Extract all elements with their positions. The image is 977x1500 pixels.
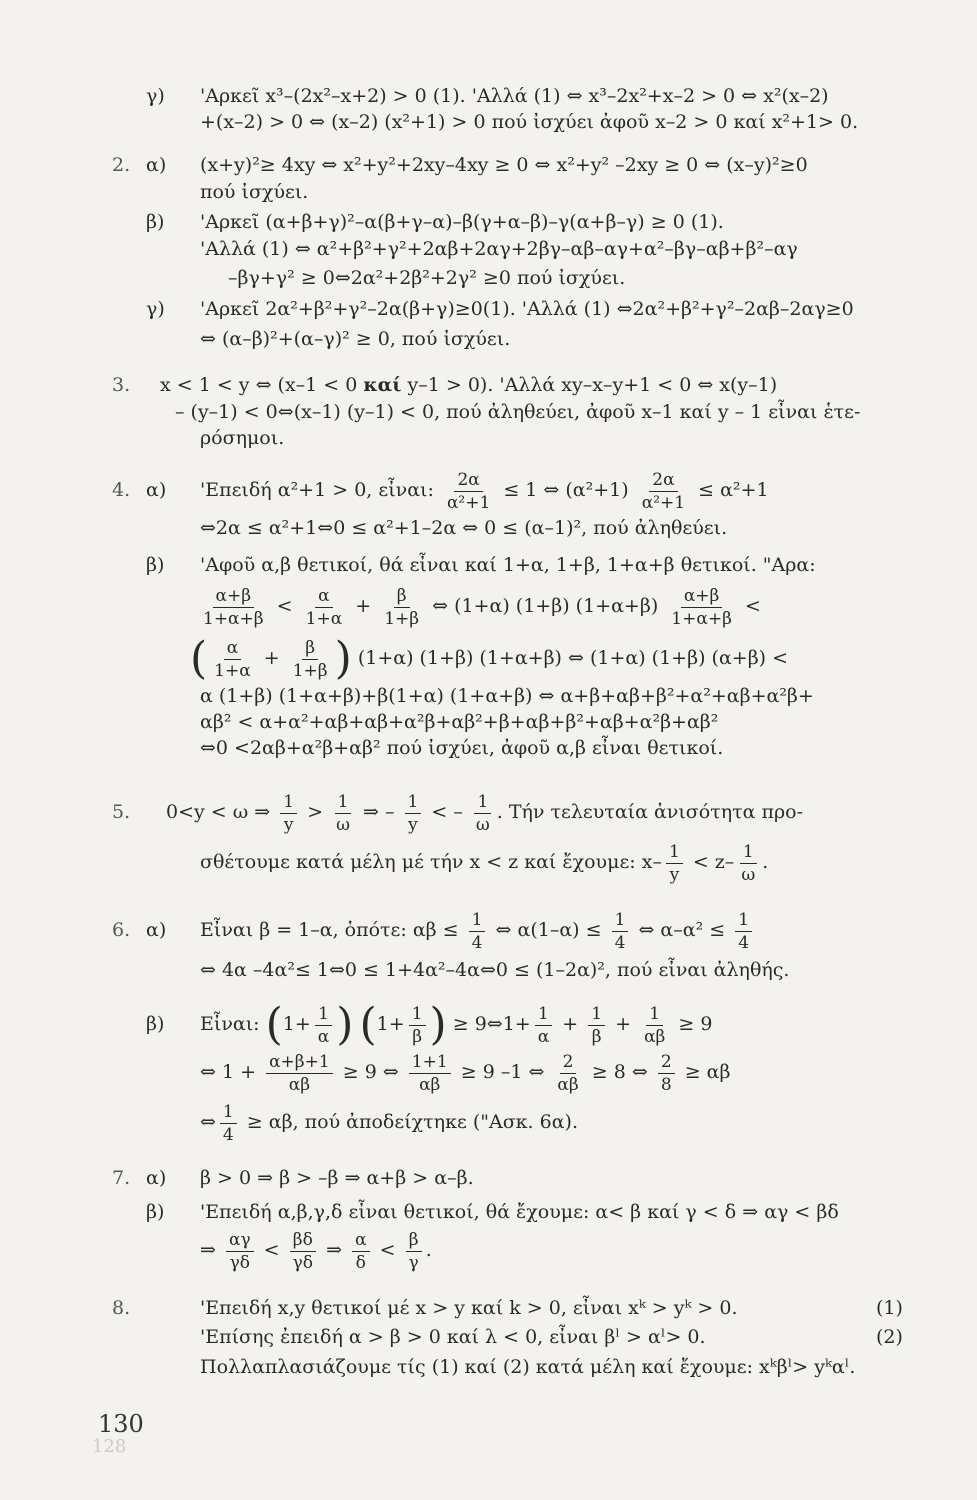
p6a-line-2: ⇔ 4α –4α²≤ 1⇔0 ≤ 1+4α²–4α⇔0 ≤ (1–2α)², πού εἶναι ἀληθής. bbox=[200, 959, 790, 981]
fraction: $\frac{1}{4}$ bbox=[220, 1102, 237, 1145]
p4b-line-2: $\frac{\alpha+\beta}{1+\alpha+\beta}$ < $\frac{\alpha}{1+\alpha}$ + $\frac{\beta}{1+\beta}$ ⇔ (1+α) (1+β) (1+α+β) $\frac{\alpha+\beta}{1+\alpha+\beta}$ < bbox=[196, 582, 761, 630]
p4b-line-1: 'Αφοῦ α,β θετικοί, θά εἶναι καί 1+α, 1+β, 1+α+β θετικοί. "Αρα: bbox=[200, 554, 816, 576]
p7b-line-2: ⇒ $\frac{\alpha\gamma}{\gamma\delta}$ < $\frac{\beta\delta}{\gamma\delta}$ ⇒ $\frac{\alpha}{\delta}$ < $\frac{\beta}{\gamma}$ . bbox=[200, 1229, 432, 1273]
p4-beta-label: β) bbox=[146, 554, 165, 576]
p3-line-2: – (y–1) < 0⇔(x–1) (y–1) < 0, πού ἀληθεύει, ἀφοῦ x–1 καί y – 1 εἶναι ἑτε- bbox=[175, 401, 861, 423]
fraction: $\frac{\beta\delta}{\gamma\delta}$ bbox=[290, 1230, 316, 1273]
fraction: $\frac{1}{4}$ bbox=[735, 910, 752, 953]
fraction: $\frac{1}{\omega}$ bbox=[741, 841, 756, 885]
fraction: $\frac{1}{\alpha}$ bbox=[315, 1004, 332, 1047]
p6-beta-label: β) bbox=[146, 1013, 165, 1035]
fraction: $\frac{\beta}{1+\beta}$ bbox=[292, 637, 328, 681]
p1-line-1: 'Αρκεῖ x³–(2x²–x+2) > 0 (1). 'Αλλά (1) ⇔ x³–2x²+x–2 > 0 ⇔ x²(x–2) bbox=[200, 85, 829, 107]
fraction: $\frac{2}{8}$ bbox=[658, 1052, 675, 1095]
p3-number: 3. bbox=[112, 374, 131, 396]
fraction: $\frac{\alpha+\beta}{1+\alpha+\beta}$ bbox=[671, 585, 732, 629]
p3-line-1: x < 1 < y ⇔ (x–1 < 0 καί y–1 > 0). 'Αλλά xy–x–y+1 < 0 ⇔ x(y–1) bbox=[160, 374, 778, 396]
p3-line-3: ρόσημοι. bbox=[200, 427, 285, 449]
fraction: $\frac{1}{y}$ bbox=[280, 792, 297, 835]
p8-number: 8. bbox=[112, 1297, 131, 1319]
bleed-through-page-number: 128 bbox=[92, 1436, 127, 1457]
p6b-line-3: ⇔ $\frac{1}{4}$ ≥ αβ, πού ἀποδείχτηκε ("Ασκ. 6α). bbox=[200, 1101, 578, 1145]
p4b-line-4: α (1+β) (1+α+β)+β(1+α) (1+α+β) ⇔ α+β+αβ+β²+α²+αβ+α²β+ bbox=[200, 685, 814, 707]
fraction: $\frac{1}{\beta}$ bbox=[588, 1004, 605, 1047]
p4b-line-5: αβ² < α+α²+αβ+αβ+α²β+αβ²+β+αβ+β²+αβ+α²β+αβ² bbox=[200, 711, 719, 733]
p2b-line-2: 'Αλλά (1) ⇔ α²+β²+γ²+2αβ+2αγ+2βγ–αβ–αγ+α²–βγ–αβ+β²–αγ bbox=[200, 238, 798, 260]
p4b-line-3: ( $\frac{\alpha}{1+\alpha}$ + $\frac{\beta}{1+\beta}$ ) (1+α) (1+β) (1+α+β) ⇔ (1+α) (1+β) (α+β) < bbox=[190, 633, 789, 684]
p2b-line-1: 'Αρκεῖ (α+β+γ)²–α(β+γ–α)–β(γ+α–β)–γ(α+β–γ) ≥ 0 (1). bbox=[200, 211, 724, 233]
p5-number: 5. bbox=[112, 801, 131, 823]
p2-number: 2. bbox=[112, 154, 131, 176]
fraction: $\frac{2\alpha}{\text{α²+1}}$ bbox=[641, 469, 686, 513]
p7-alpha-label: α) bbox=[146, 1167, 167, 1189]
p7b-line-1: 'Επειδή α,β,γ,δ εἶναι θετικοί, θά ἔχουμε: α< β καί γ < δ ⇒ αγ < βδ bbox=[200, 1201, 839, 1223]
p2a-line-1: (x+y)²≥ 4xy ⇔ x²+y²+2xy–4xy ≥ 0 ⇔ x²+y² –2xy ≥ 0 ⇔ (x–y)²≥0 bbox=[200, 154, 808, 176]
page-number: 130 bbox=[98, 1410, 144, 1438]
fraction: $\frac{1+1}{\alpha\beta}$ bbox=[409, 1052, 451, 1095]
p2-beta-label: β) bbox=[146, 211, 165, 233]
fraction: $\frac{\alpha}{1+\alpha}$ bbox=[214, 637, 251, 681]
fraction: $\frac{1}{y}$ bbox=[666, 842, 683, 885]
p7-beta-label: β) bbox=[146, 1201, 165, 1223]
p6a-line-1: Εἶναι β = 1–α, ὁπότε: αβ ≤ $\frac{1}{4}$ ⇔ α(1–α) ≤ $\frac{1}{4}$ ⇔ α–α² ≤ $\frac{1}{4}$ bbox=[200, 906, 756, 954]
fraction: $\frac{\alpha+\beta+1}{\alpha\beta}$ bbox=[266, 1052, 333, 1095]
p4a-line-2: ⇔2α ≤ α²+1⇔0 ≤ α²+1–2α ⇔ 0 ≤ (α–1)², πού ἀληθεύει. bbox=[200, 517, 728, 539]
fraction: $\frac{1}{4}$ bbox=[469, 910, 486, 953]
p2c-line-1: 'Αρκεῖ 2α²+β²+γ²–2α(β+γ)≥0(1). 'Αλλά (1) ⇔2α²+β²+γ²–2αβ–2αγ≥0 bbox=[200, 298, 854, 320]
p7-number: 7. bbox=[112, 1167, 131, 1189]
p5-line-1: 0<y < ω ⇒ $\frac{1}{y}$ > $\frac{1}{\omega}$ ⇒ – $\frac{1}{y}$ < – $\frac{1}{\omega}$ . Τήν τελευταία ἀνισότητα προ- bbox=[166, 791, 804, 835]
fraction: $\frac{2}{\alpha\beta}$ bbox=[557, 1051, 579, 1095]
p5-line-2: σθέτουμε κατά μέλη μέ τήν x < z καί ἔχουμε: x– $\frac{1}{y}$ < z– $\frac{1}{\omega}$ . bbox=[200, 841, 769, 885]
p8-line-2: 'Επίσης ἐπειδή α > β > 0 καί λ < 0, εἶναι βˡ > αˡ> 0. bbox=[200, 1326, 706, 1348]
p2a-line-2: πού ἰσχύει. bbox=[200, 181, 309, 203]
fraction: $\frac{\alpha}{1+\alpha}$ bbox=[305, 585, 343, 629]
p4b-line-6: ⇔0 <2αβ+α²β+αβ² πού ἰσχύει, ἀφοῦ α,β εἶναι θετικοί. bbox=[200, 737, 724, 759]
p8-tag-1: (1) bbox=[876, 1297, 903, 1319]
p4-alpha-label: α) bbox=[146, 479, 167, 501]
fraction: $\frac{\beta}{\gamma}$ bbox=[406, 1230, 422, 1273]
p8-line-1: 'Επειδή x,y θετικοί μέ x > y καί k > 0, εἶναι xᵏ > yᵏ > 0. bbox=[200, 1297, 738, 1319]
p6-alpha-label: α) bbox=[146, 919, 167, 941]
fraction: $\frac{1}{\alpha\beta}$ bbox=[644, 1003, 666, 1047]
p6-number: 6. bbox=[112, 919, 131, 941]
p8-line-3: Πολλαπλασιάζουμε τίς (1) καί (2) κατά μέλη καί ἔχουμε: xᵏβˡ> yᵏαˡ. bbox=[200, 1356, 856, 1378]
p6b-line-2: ⇔ 1 + $\frac{\alpha+\beta+1}{\alpha\beta}$ ≥ 9 ⇔ $\frac{1+1}{\alpha\beta}$ ≥ 9 –1 ⇔ $\frac{2}{\alpha\beta}$ ≥ 8 ⇔ $\frac{2}{8}$ ≥ αβ bbox=[200, 1051, 731, 1095]
p2-gamma-label: γ) bbox=[146, 298, 165, 320]
fraction: $\frac{\alpha}{\delta}$ bbox=[352, 1230, 369, 1273]
fraction: $\frac{1}{4}$ bbox=[612, 910, 629, 953]
p2b-line-3: –βγ+γ² ≥ 0⇔2α²+2β²+2γ² ≥0 πού ἰσχύει. bbox=[228, 267, 626, 289]
p2-alpha-label: α) bbox=[146, 154, 167, 176]
fraction: $\frac{1}{y}$ bbox=[405, 792, 422, 835]
fraction: $\frac{1}{\alpha}$ bbox=[535, 1004, 552, 1047]
fraction: $\frac{\alpha\gamma}{\gamma\delta}$ bbox=[226, 1230, 254, 1273]
p8-tag-2: (2) bbox=[876, 1326, 903, 1348]
p7a-line-1: β > 0 ⇒ β > –β ⇒ α+β > α–β. bbox=[200, 1167, 474, 1189]
fraction: $\frac{1}{\omega}$ bbox=[336, 791, 350, 835]
p2c-line-2: ⇔ (α–β)²+(α–γ)² ≥ 0, πού ἰσχύει. bbox=[200, 328, 511, 350]
fraction: $\frac{1}{\omega}$ bbox=[475, 791, 490, 835]
p1-gamma-label: γ) bbox=[146, 85, 165, 107]
fraction: $\frac{1}{\beta}$ bbox=[409, 1004, 426, 1047]
p6b-line-1: Εἶναι: (1+ $\frac{1}{\alpha}$ ) (1+ $\frac{1}{\beta}$ ) ≥ 9⇔1+ $\frac{1}{\alpha}$ + $\frac{1}{\beta}$ + $\frac{1}{\alpha\beta}$ ≥ 9 bbox=[200, 999, 713, 1050]
p4a-line-1: 'Επειδή α²+1 > 0, εἶναι: $\frac{2\alpha}{\text{α²+1}}$ ≤ 1 ⇔ (α²+1) $\frac{2\alpha}{\text{α²+1}}$ ≤ α²+1 bbox=[200, 469, 769, 513]
p1-line-2: +(x–2) > 0 ⇔ (x–2) (x²+1) > 0 πού ἰσχύει ἀφοῦ x–2 > 0 καί x²+1> 0. bbox=[200, 111, 859, 133]
p4-number: 4. bbox=[112, 479, 131, 501]
fraction: $\frac{\beta}{1+\beta}$ bbox=[384, 585, 420, 629]
fraction: $\frac{\alpha+\beta}{1+\alpha+\beta}$ bbox=[203, 585, 264, 629]
fraction: $\frac{2\alpha}{\text{α²+1}}$ bbox=[446, 469, 491, 513]
